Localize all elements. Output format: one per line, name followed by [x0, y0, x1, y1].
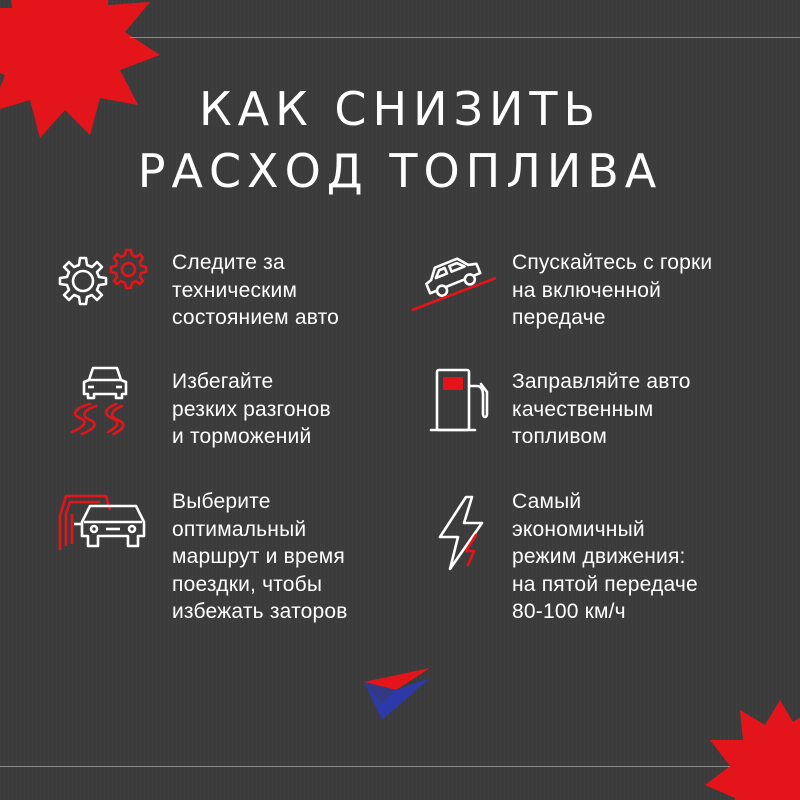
tip-line: оптимальный — [172, 517, 307, 541]
tip-line: Следите за — [172, 251, 285, 274]
title-line-1: КАК СНИЗИТЬ — [198, 82, 602, 136]
bottom-divider — [0, 766, 730, 767]
tip-text — [512, 249, 712, 332]
lightning-icon — [432, 493, 492, 573]
tip-line: экономичный — [512, 517, 645, 541]
tip-text — [512, 368, 691, 451]
title-line-2: РАСХОД ТОПЛИВА — [137, 144, 663, 198]
tip-line: техническим — [172, 278, 298, 302]
flag-logo-icon — [360, 664, 436, 724]
tip-line: состоянием авто — [172, 306, 340, 329]
car-downhill-icon — [410, 240, 500, 315]
tip-line: Выберите — [172, 490, 271, 513]
gears-icon — [50, 245, 155, 315]
fuel-pump-icon — [425, 362, 495, 437]
tip-text — [172, 488, 348, 626]
tip-line: Избегайте — [172, 370, 274, 393]
tip-text — [512, 488, 698, 626]
tip-text — [172, 249, 339, 332]
tip-line: избежать заторов — [172, 600, 348, 623]
tip-line: топливом — [512, 425, 608, 448]
traffic-cars-icon — [52, 488, 162, 573]
tip-text — [172, 368, 331, 451]
red-starburst-bottom-decoration — [705, 700, 800, 800]
tip-line: Самый — [512, 490, 582, 513]
tip-line: 80-100 км/ч — [512, 600, 626, 623]
tip-line: и торможений — [172, 425, 312, 448]
car-skid-icon — [62, 360, 142, 438]
tip-line: режим движения: — [512, 545, 686, 568]
tip-line: Спускайтесь с горки — [512, 251, 713, 274]
top-divider — [130, 37, 800, 38]
tip-line: на пятой передаче — [512, 572, 698, 596]
tip-line: передаче — [512, 306, 606, 329]
tip-line: поездки, чтобы — [172, 572, 323, 596]
tip-line: Заправляйте авто — [512, 370, 691, 393]
tip-line: на включенной — [512, 278, 662, 302]
page-title — [0, 78, 800, 202]
tip-line: маршрут и время — [172, 545, 345, 568]
tip-line: качественным — [512, 397, 654, 421]
tip-line: резких разгонов — [172, 397, 331, 421]
